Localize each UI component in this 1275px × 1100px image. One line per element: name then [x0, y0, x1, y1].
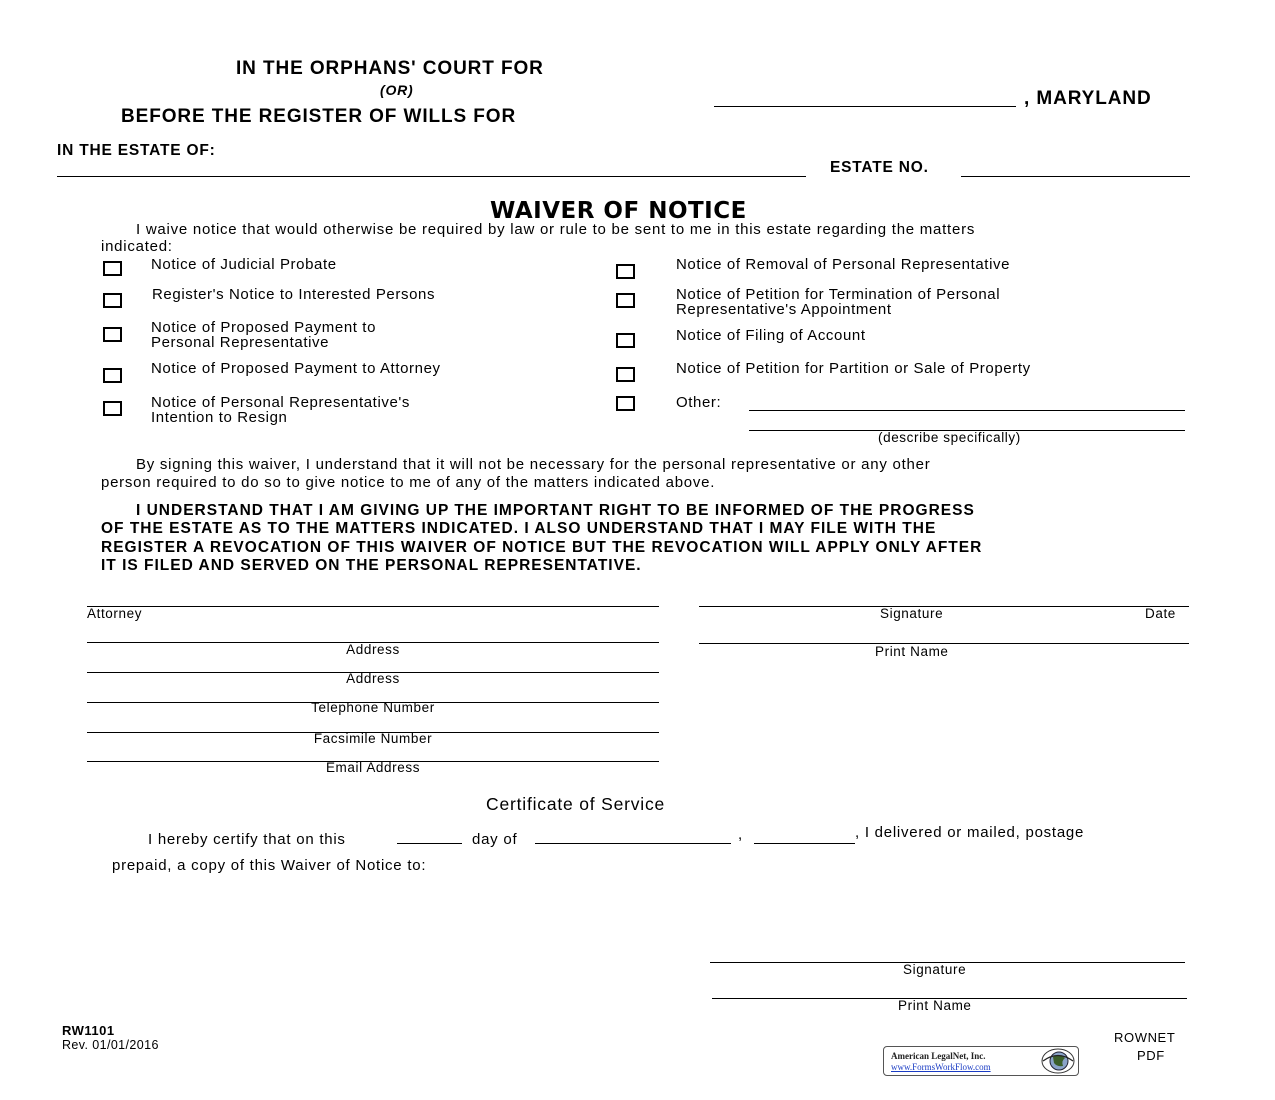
checkbox-removal-of-pr[interactable]: [616, 264, 635, 279]
certificate-signature-label: Signature: [903, 962, 967, 977]
checkbox-payment-to-attorney[interactable]: [103, 368, 122, 383]
address1-label: Address: [346, 642, 400, 657]
other-field-1[interactable]: [749, 394, 1185, 410]
certificate-month-underline: [535, 843, 731, 844]
certificate-print-name-label: Print Name: [898, 998, 972, 1013]
register-line: BEFORE THE REGISTER OF WILLS FOR: [121, 106, 517, 127]
print-name-field[interactable]: [699, 627, 1189, 643]
email-field[interactable]: [87, 745, 659, 761]
checkbox-judicial-probate[interactable]: [103, 261, 122, 276]
warning-line-1: I UNDERSTAND THAT I AM GIVING UP THE IMPORTANT RIGHT TO BE INFORMED OF THE PROGRESS: [136, 502, 975, 519]
maryland-label: , MARYLAND: [1024, 88, 1152, 109]
option-payment-to-attorney: Notice of Proposed Payment to Attorney: [151, 360, 441, 377]
other-caption: (describe specifically): [878, 430, 1021, 445]
estate-of-label: IN THE ESTATE OF:: [57, 142, 216, 159]
certificate-line-2: prepaid, a copy of this Waiver of Notice to:: [112, 857, 427, 874]
form-title: WAIVER OF NOTICE: [490, 198, 747, 224]
warning-line-2: OF THE ESTATE AS TO THE MATTERS INDICATED. I ALSO UNDERSTAND THAT I MAY FILE WITH THE: [101, 520, 937, 537]
facsimile-field[interactable]: [87, 716, 659, 732]
attorney-underline: [87, 606, 659, 607]
option-registers-notice: Register's Notice to Interested Persons: [152, 286, 436, 303]
other-field-2[interactable]: [749, 414, 1185, 430]
signature-field[interactable]: [699, 590, 1189, 606]
attorney-field[interactable]: [87, 590, 659, 606]
certificate-signature-field[interactable]: [710, 946, 1185, 962]
rownet-label: ROWNET: [1114, 1030, 1176, 1045]
certificate-text-a: I hereby certify that on this: [148, 831, 346, 848]
certificate-text-b: day of: [472, 831, 518, 848]
vendor-url: www.FormsWorkFlow.com: [891, 1062, 991, 1072]
option-other: Other:: [676, 394, 722, 411]
address2-label: Address: [346, 671, 400, 686]
certificate-text-c: , I delivered or mailed, postage: [855, 824, 1085, 841]
estate-name-underline: [57, 176, 806, 177]
certificate-day-field[interactable]: [397, 827, 462, 843]
attorney-label: Attorney: [87, 606, 143, 621]
option-removal-of-pr: Notice of Removal of Personal Representative: [676, 256, 1011, 273]
certificate-month-field[interactable]: [535, 827, 731, 843]
option-judicial-probate: Notice of Judicial Probate: [151, 256, 337, 273]
address1-field[interactable]: [87, 626, 659, 642]
signing-text-cont: person required to do so to give notice to me of any of the matters indicated above.: [101, 474, 716, 491]
option-partition-sale: Notice of Petition for Partition or Sale of Property: [676, 360, 1031, 377]
county-underline: [714, 106, 1016, 107]
intro-text-cont: indicated:: [101, 238, 173, 255]
certificate-day-underline: [397, 843, 462, 844]
estate-name-field[interactable]: [57, 160, 806, 176]
certificate-print-name-field[interactable]: [712, 982, 1187, 998]
form-id: RW1101: [62, 1023, 115, 1038]
checkbox-partition-sale[interactable]: [616, 367, 635, 382]
estate-no-underline: [961, 176, 1190, 177]
warning-line-4: IT IS FILED AND SERVED ON THE PERSONAL REPRESENTATIVE.: [101, 557, 642, 574]
certificate-heading: Certificate of Service: [486, 794, 666, 814]
option-payment-to-pr: Notice of Proposed Payment to Personal Representative: [151, 319, 377, 351]
pdf-label: PDF: [1137, 1048, 1165, 1063]
print-name-label: Print Name: [875, 644, 949, 659]
checkbox-filing-of-account[interactable]: [616, 333, 635, 348]
vendor-logo[interactable]: [883, 1046, 1079, 1076]
or-text: (OR): [380, 82, 414, 98]
intro-text: I waive notice that would otherwise be required by law or rule to be sent to me in this estate regarding the matters: [136, 221, 976, 238]
estate-no-label: ESTATE NO.: [830, 159, 929, 176]
county-field[interactable]: [714, 90, 1016, 106]
checkbox-payment-to-pr[interactable]: [103, 327, 122, 342]
checkbox-registers-notice[interactable]: [103, 293, 122, 308]
date-label: Date: [1145, 606, 1176, 621]
checkbox-termination[interactable]: [616, 293, 635, 308]
signature-underline: [699, 606, 1189, 607]
certificate-comma: ,: [738, 826, 743, 843]
court-line: IN THE ORPHANS' COURT FOR: [236, 58, 544, 79]
revision-date: Rev. 01/01/2016: [62, 1038, 159, 1052]
address2-field[interactable]: [87, 656, 659, 672]
option-filing-of-account: Notice of Filing of Account: [676, 327, 866, 344]
certificate-year-underline: [754, 843, 855, 844]
checkbox-pr-resign[interactable]: [103, 401, 122, 416]
globe-icon: [1041, 1048, 1075, 1074]
email-label: Email Address: [325, 760, 421, 775]
signing-text: By signing this waiver, I understand that it will not be necessary for the personal representative or any other: [136, 456, 931, 473]
option-pr-resign: Notice of Personal Representative's Intention to Resign: [151, 394, 410, 426]
signature-label: Signature: [880, 606, 944, 621]
other-underline-1: [749, 410, 1185, 411]
warning-line-3: REGISTER A REVOCATION OF THIS WAIVER OF NOTICE BUT THE REVOCATION WILL APPLY ONLY AFTER: [101, 539, 983, 556]
option-termination: Notice of Petition for Termination of Personal Representative's Appointment: [676, 286, 1001, 318]
certificate-year-field[interactable]: [754, 827, 855, 843]
facsimile-label: Facsimile Number: [313, 731, 433, 746]
vendor-name: American LegalNet, Inc.: [891, 1051, 986, 1061]
estate-no-field[interactable]: [961, 160, 1190, 176]
checkbox-other[interactable]: [616, 396, 635, 411]
telephone-label: Telephone Number: [311, 700, 435, 715]
